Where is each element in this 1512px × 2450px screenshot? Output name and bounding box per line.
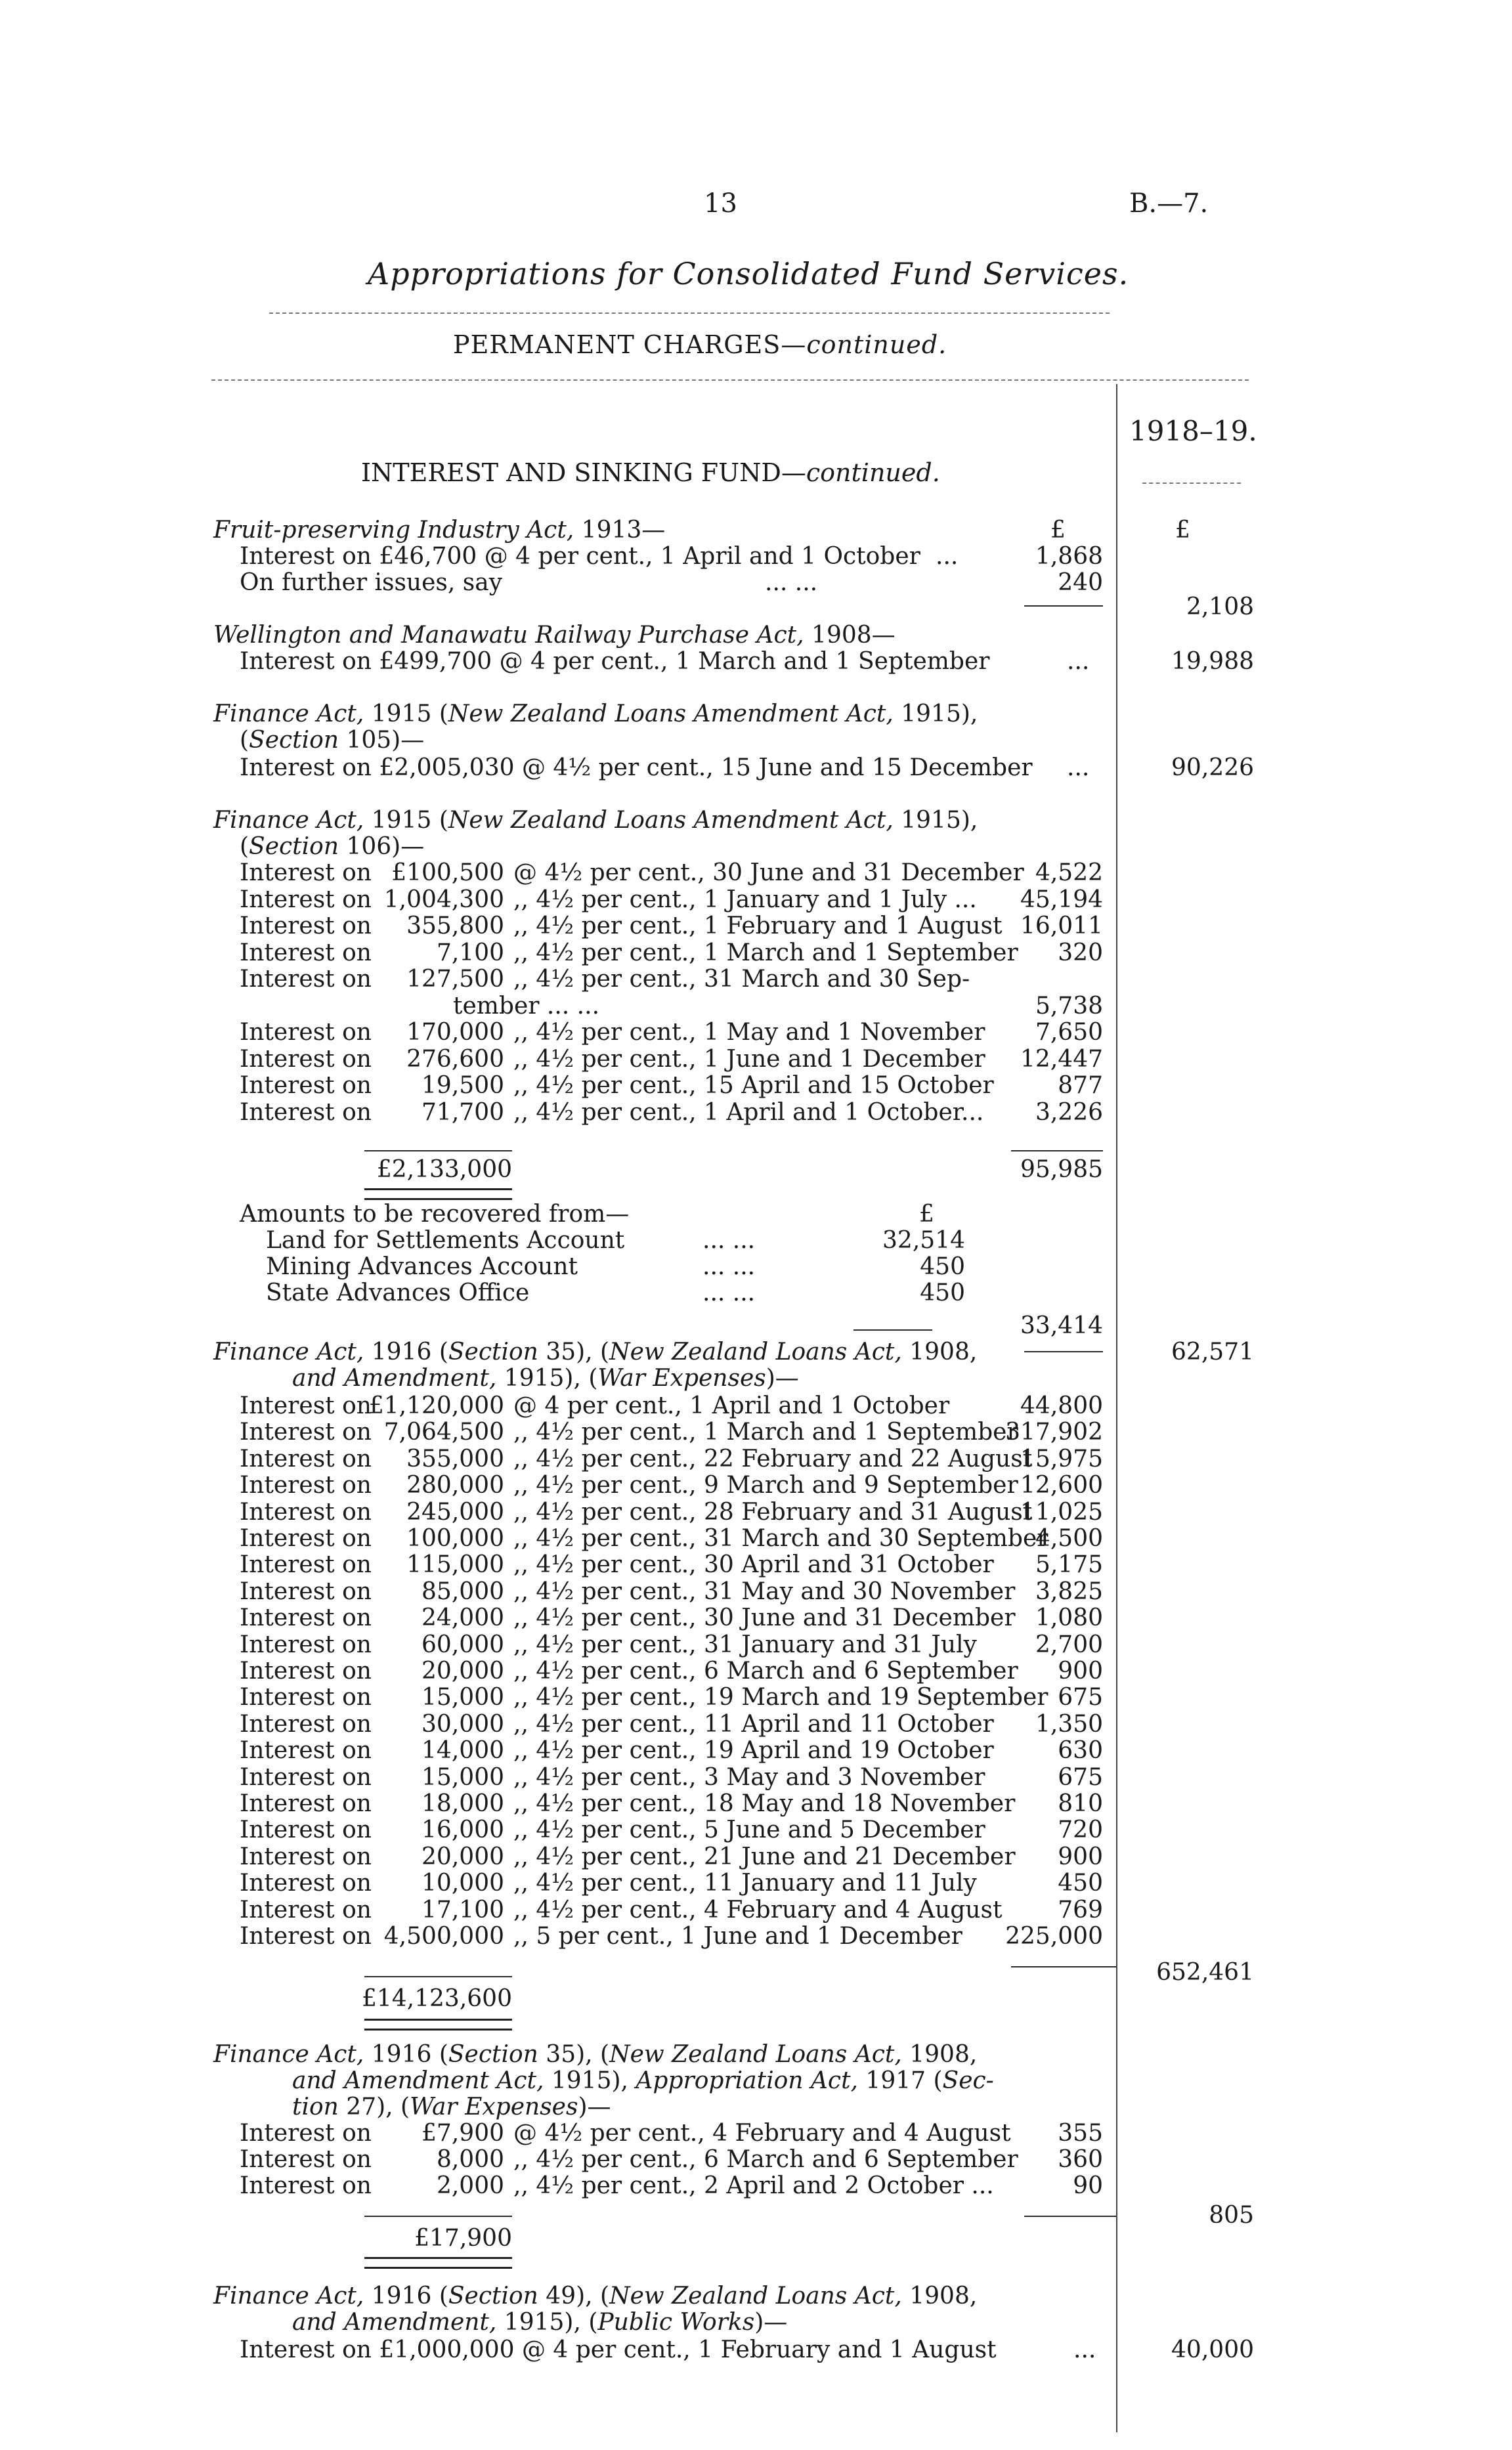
finance-1916-approp-principal-rule bbox=[364, 2216, 512, 2217]
row-rate: ,, 4½ per cent., 1 June and 1 December bbox=[513, 1045, 985, 1073]
row-label: Interest on bbox=[240, 1710, 372, 1738]
finance-1916-35-principal-total: £14,123,600 bbox=[361, 1985, 512, 2012]
row-principal: 60,000 bbox=[421, 1631, 504, 1658]
row-principal: 17,100 bbox=[421, 1896, 504, 1923]
finance-1916-35-principal-rule bbox=[364, 1976, 512, 1977]
finance-1916-49-total: 40,000 bbox=[1171, 2336, 1254, 2363]
row-amount: 16,011 bbox=[1020, 913, 1103, 939]
row-label: Interest on bbox=[240, 1072, 372, 1099]
row-label: Interest on bbox=[240, 1419, 372, 1446]
row-principal: 15,000 bbox=[421, 1684, 504, 1711]
row-rate: ,, 4½ per cent., 30 June and 31 December bbox=[513, 1604, 1016, 1632]
recover-dots: ... ... bbox=[702, 1279, 756, 1306]
row-amount: 7,650 bbox=[1035, 1019, 1103, 1046]
row-label: Interest on bbox=[240, 1472, 372, 1499]
row-label: Interest on bbox=[240, 1098, 372, 1126]
recover-amount: 450 bbox=[920, 1279, 965, 1306]
row-label: Interest on bbox=[240, 1658, 372, 1685]
row-principal: 2,000 bbox=[436, 2172, 504, 2199]
row-label: Interest on bbox=[240, 939, 372, 966]
fruit-dots: ... bbox=[936, 543, 959, 570]
recover-net-rule bbox=[1024, 1351, 1103, 1352]
row-rate: ,, 4½ per cent., 21 June and 21 December bbox=[513, 1843, 1016, 1870]
row-amount: 810 bbox=[1058, 1790, 1103, 1817]
finance-1916-approp-line3: tion 27), (War Expenses)— bbox=[292, 2094, 611, 2120]
row-principal: 71,700 bbox=[421, 1098, 504, 1126]
row-amount: 630 bbox=[1058, 1737, 1103, 1765]
recover-dots: ... ... bbox=[702, 1253, 756, 1280]
row-label: Interest on bbox=[240, 1684, 372, 1711]
column-divider bbox=[1116, 384, 1117, 2432]
row-principal: 355,000 bbox=[406, 1445, 504, 1472]
row-principal: £100,500 bbox=[391, 859, 504, 886]
row-amount: 12,447 bbox=[1020, 1045, 1103, 1073]
row-rate: ,, 4½ per cent., 30 April and 31 October bbox=[513, 1551, 994, 1579]
row-label: Interest on bbox=[240, 1551, 372, 1579]
row-rate: ,, 4½ per cent., 6 March and 6 September bbox=[513, 2146, 1018, 2173]
row-label: Interest on bbox=[240, 1392, 372, 1419]
finance-1916-approp-sum-rule bbox=[1024, 2216, 1116, 2217]
finance-105-heading: Finance Act, 1915 (New Zealand Loans Amendment Act, 1915), bbox=[213, 700, 978, 727]
row-label: Interest on bbox=[240, 2120, 372, 2147]
year-pound-sign: £ bbox=[1175, 517, 1190, 544]
principal-sum-rule bbox=[364, 1150, 512, 1151]
row-principal: 7,100 bbox=[436, 939, 504, 966]
recover-pound-sign: £ bbox=[919, 1201, 934, 1228]
page-number: 13 bbox=[704, 188, 737, 219]
row-amount: 11,025 bbox=[1020, 1498, 1103, 1526]
row-label: Interest on bbox=[240, 2146, 372, 2173]
principal-double-rule bbox=[364, 1188, 512, 1200]
row-principal: 20,000 bbox=[421, 1658, 504, 1685]
fruit-dots: ... ... bbox=[765, 569, 818, 596]
row-rate: ,, 4½ per cent., 2 April and 2 October ... bbox=[513, 2172, 994, 2199]
finance-105-total: 90,226 bbox=[1171, 754, 1254, 781]
row-rate: ,, 4½ per cent., 6 March and 6 September bbox=[513, 1658, 1018, 1685]
finance-1916-49-heading: Finance Act, 1916 (Section 49), (New Zealand Loans Act, 1908, bbox=[213, 2283, 978, 2310]
row-rate: ,, 5 per cent., 1 June and 1 December bbox=[513, 1923, 962, 1950]
row-principal: 1,004,300 bbox=[383, 886, 504, 913]
row-label: Interest on bbox=[240, 859, 372, 886]
finance-1916-49-subheading: and Amendment, 1915), (Public Works)— bbox=[292, 2309, 788, 2336]
row-rate: ,, 4½ per cent., 28 February and 31 August bbox=[513, 1498, 1033, 1526]
row-amount: 2,700 bbox=[1035, 1631, 1103, 1658]
finance-106-net-total: 62,571 bbox=[1171, 1339, 1254, 1365]
row-principal: 18,000 bbox=[421, 1790, 504, 1817]
finance-1916-approp-double-rule bbox=[364, 2257, 512, 2269]
title-rule bbox=[269, 312, 1110, 314]
row-principal: 24,000 bbox=[421, 1604, 504, 1632]
finance-1916-35-subheading: and Amendment, 1915), (War Expenses)— bbox=[292, 1365, 799, 1392]
row-label: Interest on bbox=[240, 1923, 372, 1950]
fruit-pound-sign: £ bbox=[1050, 517, 1066, 544]
row-amount: 769 bbox=[1058, 1896, 1103, 1923]
finance-1916-35-heading: Finance Act, 1916 (Section 35), (New Zealand Loans Act, 1908, bbox=[213, 1339, 978, 1365]
recover-sum-rule bbox=[853, 1329, 932, 1331]
row-label: Interest on bbox=[240, 913, 372, 939]
row-amount: 4,522 bbox=[1035, 859, 1103, 886]
row-rate: ,, 4½ per cent., 31 March and 30 September bbox=[513, 1525, 1048, 1552]
row-amount: 12,600 bbox=[1020, 1472, 1103, 1499]
finance-1916-49-dots: ... bbox=[1073, 2336, 1096, 2363]
subtitle-rule bbox=[211, 379, 1249, 381]
row-principal: 245,000 bbox=[406, 1498, 504, 1526]
row-amount: 320 bbox=[1058, 939, 1103, 966]
finance-1916-35-double-rule bbox=[364, 2019, 512, 2031]
fruit-act-heading: Fruit-preserving Industry Act, 1913— bbox=[213, 517, 666, 544]
fruit-sum-rule bbox=[1024, 605, 1103, 607]
row-amount: 5,738 bbox=[1035, 992, 1103, 1020]
row-label: Interest on bbox=[240, 1498, 372, 1526]
finance-105-section: (Section 105)— bbox=[240, 727, 425, 754]
finance-106-section: (Section 106)— bbox=[240, 833, 425, 860]
row-rate: ,, 4½ per cent., 11 April and 11 October bbox=[513, 1710, 994, 1738]
row-amount: 450 bbox=[1058, 1870, 1103, 1897]
row-principal: 100,000 bbox=[406, 1525, 504, 1552]
row-label: Interest on bbox=[240, 1631, 372, 1658]
row-rate: ,, 4½ per cent., 4 February and 4 August bbox=[513, 1896, 1003, 1923]
finance-1916-35-total: 652,461 bbox=[1156, 1959, 1254, 1986]
finance-1916-35-sum-rule bbox=[1011, 1966, 1116, 1967]
row-amount: 900 bbox=[1058, 1658, 1103, 1685]
recover-amount: 450 bbox=[920, 1253, 965, 1280]
recover-name: Mining Advances Account bbox=[266, 1253, 578, 1280]
row-principal: 127,500 bbox=[406, 966, 504, 993]
finance-1916-approp-heading: Finance Act, 1916 (Section 35), (New Zealand Loans Act, 1908, bbox=[213, 2041, 978, 2068]
row-rate: ,, 4½ per cent., 31 January and 31 July bbox=[513, 1631, 977, 1658]
row-principal: 20,000 bbox=[421, 1843, 504, 1870]
row-rate: ,, 4½ per cent., 3 May and 3 November bbox=[513, 1763, 985, 1791]
row-label: Interest on bbox=[240, 1525, 372, 1552]
recover-total: 33,414 bbox=[1020, 1312, 1103, 1339]
row-rate: ,, 4½ per cent., 5 June and 5 December bbox=[513, 1816, 985, 1844]
row-rate: ,, 4½ per cent., 1 January and 1 July ... bbox=[513, 886, 977, 913]
row-label: Interest on bbox=[240, 1737, 372, 1765]
row-principal: 4,500,000 bbox=[383, 1923, 504, 1950]
row-rate: ,, 4½ per cent., 31 May and 30 November bbox=[513, 1578, 1016, 1605]
row-principal: £7,900 bbox=[421, 2120, 504, 2147]
row-rate: ,, 4½ per cent., 11 January and 11 July bbox=[513, 1870, 977, 1897]
row-principal: 19,500 bbox=[421, 1072, 504, 1099]
row-label: Interest on bbox=[240, 1445, 372, 1472]
row-principal: 280,000 bbox=[406, 1472, 504, 1499]
row-principal: 8,000 bbox=[436, 2146, 504, 2173]
page-subtitle: PERMANENT CHARGES—continued. bbox=[453, 330, 947, 359]
row-label: Interest on bbox=[240, 2172, 372, 2199]
row-rate: tember ... ... bbox=[453, 992, 600, 1020]
fruit-row: Interest on £46,700 @ 4 per cent., 1 April and 1 October bbox=[240, 543, 920, 570]
row-label: Interest on bbox=[240, 1578, 372, 1605]
row-amount: 720 bbox=[1058, 1816, 1103, 1844]
row-principal: 16,000 bbox=[421, 1816, 504, 1844]
year-column-header: 1918–19. bbox=[1129, 415, 1257, 447]
row-rate: @ 4½ per cent., 4 February and 4 August bbox=[513, 2120, 1011, 2147]
row-rate: ,, 4½ per cent., 15 April and 15 October bbox=[513, 1072, 994, 1099]
row-amount: 675 bbox=[1058, 1763, 1103, 1791]
row-amount: 90 bbox=[1073, 2172, 1103, 2199]
wellington-act-heading: Wellington and Manawatu Railway Purchase Act, 1908— bbox=[213, 622, 896, 649]
finance-1916-approp-line2: and Amendment Act, 1915), Appropriation Act, 1917 (Sec- bbox=[292, 2067, 994, 2094]
row-principal: 10,000 bbox=[421, 1870, 504, 1897]
row-principal: 115,000 bbox=[406, 1551, 504, 1579]
recover-dots: ... ... bbox=[702, 1227, 756, 1254]
row-label: Interest on bbox=[240, 1870, 372, 1897]
row-label: Interest on bbox=[240, 1790, 372, 1817]
row-rate: ,, 4½ per cent., 22 February and 22 August bbox=[513, 1445, 1033, 1472]
row-rate: ,, 4½ per cent., 18 May and 18 November bbox=[513, 1790, 1016, 1817]
row-rate: ,, 4½ per cent., 19 April and 19 October bbox=[513, 1737, 994, 1765]
page-title: Appropriations for Consolidated Fund Services. bbox=[368, 256, 1129, 291]
row-rate: ,, 4½ per cent., 1 February and 1 August bbox=[513, 913, 1003, 939]
row-label: Interest on bbox=[240, 1045, 372, 1073]
row-amount: 3,226 bbox=[1035, 1098, 1103, 1126]
row-amount: 675 bbox=[1058, 1684, 1103, 1711]
row-amount: 44,800 bbox=[1020, 1392, 1103, 1419]
row-amount: 360 bbox=[1058, 2146, 1103, 2173]
row-rate: ,, 4½ per cent., 9 March and 9 September bbox=[513, 1472, 1018, 1499]
row-amount: 900 bbox=[1058, 1843, 1103, 1870]
row-label: Interest on bbox=[240, 886, 372, 913]
recover-name: State Advances Office bbox=[266, 1279, 530, 1306]
row-amount: 45,194 bbox=[1020, 886, 1103, 913]
row-amount: 355 bbox=[1058, 2120, 1103, 2147]
row-label: Interest on bbox=[240, 1763, 372, 1791]
row-rate: ,, 4½ per cent., 1 May and 1 November bbox=[513, 1019, 985, 1046]
row-principal: 7,064,500 bbox=[383, 1419, 504, 1446]
recover-amount: 32,514 bbox=[882, 1227, 965, 1254]
row-principal: 276,600 bbox=[406, 1045, 504, 1073]
year-column-rule bbox=[1142, 483, 1241, 484]
wellington-row: Interest on £499,700 @ 4 per cent., 1 March and 1 September bbox=[240, 648, 990, 675]
fruit-amount: 1,868 bbox=[1035, 543, 1103, 570]
wellington-total: 19,988 bbox=[1171, 648, 1254, 675]
wellington-dots: ... bbox=[1067, 648, 1090, 675]
row-label: Interest on bbox=[240, 966, 372, 993]
finance-106-amount-total: 95,985 bbox=[1020, 1156, 1103, 1183]
row-principal: 85,000 bbox=[421, 1578, 504, 1605]
row-rate: @ 4½ per cent., 30 June and 31 December bbox=[513, 859, 1024, 886]
recover-name: Land for Settlements Account bbox=[266, 1227, 625, 1254]
finance-1916-approp-total: 805 bbox=[1209, 2202, 1254, 2229]
finance-1916-approp-principal-total: £17,900 bbox=[414, 2225, 512, 2252]
row-amount: 15,975 bbox=[1020, 1445, 1103, 1472]
section-heading: INTEREST AND SINKING FUND—continued. bbox=[361, 458, 940, 487]
row-amount: 1,350 bbox=[1035, 1710, 1103, 1738]
row-principal: 355,800 bbox=[406, 913, 504, 939]
fruit-amount: 240 bbox=[1058, 569, 1103, 596]
row-amount: 317,902 bbox=[1005, 1419, 1103, 1446]
row-amount: 4,500 bbox=[1035, 1525, 1103, 1552]
row-label: Interest on bbox=[240, 1019, 372, 1046]
finance-106-principal-total: £2,133,000 bbox=[376, 1156, 512, 1183]
row-amount: 5,175 bbox=[1035, 1551, 1103, 1579]
amount-sum-rule bbox=[1011, 1150, 1103, 1151]
row-label: Interest on bbox=[240, 1816, 372, 1844]
row-rate: ,, 4½ per cent., 31 March and 30 Sep- bbox=[513, 966, 970, 993]
row-rate: ,, 4½ per cent., 1 March and 1 September bbox=[513, 1419, 1018, 1446]
row-principal: £1,120,000 bbox=[368, 1392, 504, 1419]
row-label: Interest on bbox=[240, 1843, 372, 1870]
fruit-total: 2,108 bbox=[1186, 593, 1254, 620]
row-rate: @ 4 per cent., 1 April and 1 October bbox=[513, 1392, 950, 1419]
document-code: B.—7. bbox=[1129, 188, 1209, 219]
row-amount: 225,000 bbox=[1005, 1923, 1103, 1950]
recover-heading: Amounts to be recovered from— bbox=[240, 1201, 630, 1228]
finance-1916-49-row: Interest on £1,000,000 @ 4 per cent., 1 February and 1 August bbox=[240, 2336, 997, 2363]
finance-105-row: Interest on £2,005,030 @ 4½ per cent., 15 June and 15 December bbox=[240, 754, 1033, 781]
finance-105-dots: ... bbox=[1067, 754, 1090, 781]
row-label: Interest on bbox=[240, 1604, 372, 1632]
row-principal: 15,000 bbox=[421, 1763, 504, 1791]
row-rate: ,, 4½ per cent., 1 March and 1 September bbox=[513, 939, 1018, 966]
row-principal: 30,000 bbox=[421, 1710, 504, 1738]
row-amount: 1,080 bbox=[1035, 1604, 1103, 1632]
row-amount: 3,825 bbox=[1035, 1578, 1103, 1605]
row-principal: 14,000 bbox=[421, 1737, 504, 1765]
row-rate: ,, 4½ per cent., 1 April and 1 October... bbox=[513, 1098, 984, 1126]
row-label: Interest on bbox=[240, 1896, 372, 1923]
row-rate: ,, 4½ per cent., 19 March and 19 September bbox=[513, 1684, 1048, 1711]
fruit-row: On further issues, say bbox=[240, 569, 503, 596]
finance-106-heading: Finance Act, 1915 (New Zealand Loans Amendment Act, 1915), bbox=[213, 807, 978, 834]
row-amount: 877 bbox=[1058, 1072, 1103, 1099]
row-principal: 170,000 bbox=[406, 1019, 504, 1046]
